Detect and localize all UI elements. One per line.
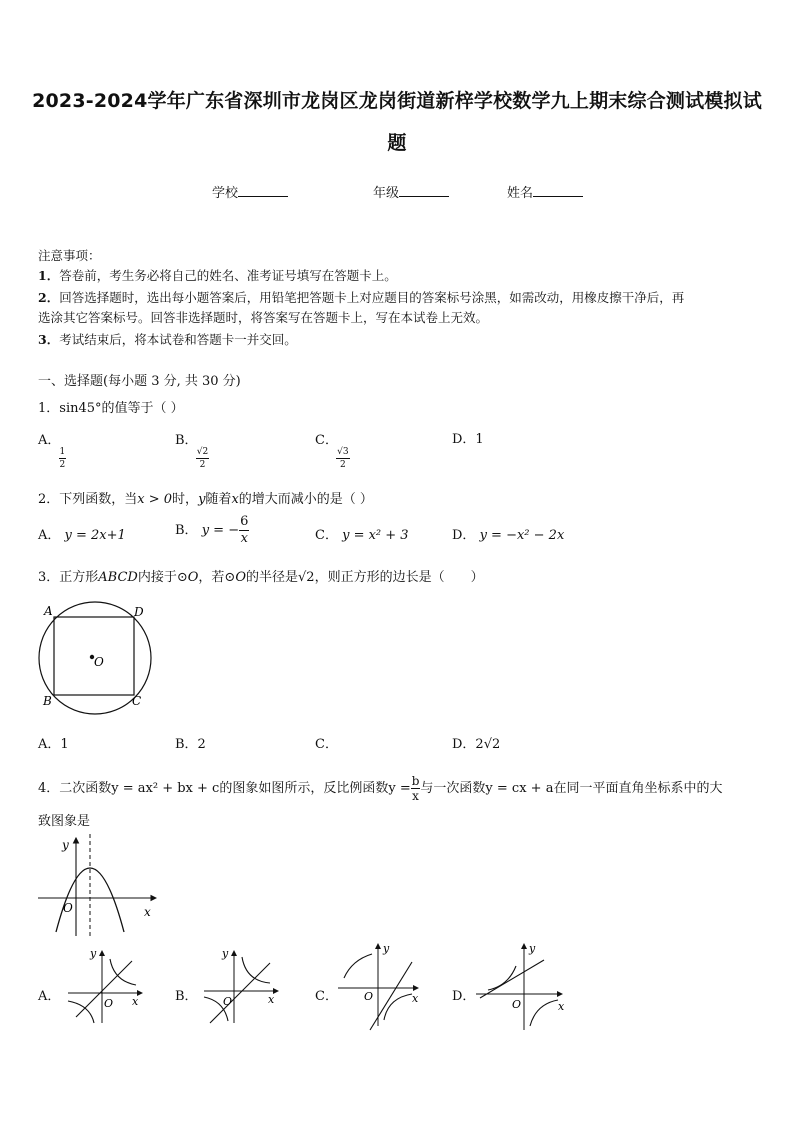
q3-label-b: B	[43, 694, 52, 708]
q4-inv-pre: y =	[388, 781, 411, 796]
note-2-num: 2．	[38, 290, 60, 305]
q2-var-y: y	[198, 492, 206, 507]
q1-option-a-label: A．	[38, 433, 61, 448]
section-heading: 一、选择题(每小题 3 分, 共 30 分)	[38, 374, 241, 389]
q4-parabola-graph	[34, 832, 164, 940]
q2-d-label: D．	[452, 528, 476, 543]
q2-option-a[interactable]	[38, 524, 126, 543]
q3-o2: O	[235, 570, 246, 585]
d-label-o: O	[512, 998, 522, 1011]
q4-option-a[interactable]: A．	[38, 989, 61, 1004]
q2-a-label: A．	[38, 528, 61, 543]
q1-option-c-label: C．	[315, 433, 338, 448]
q4-option-b[interactable]: B．	[175, 989, 198, 1004]
school-blank[interactable]	[238, 184, 288, 197]
q3-stem-post: ，则正方形的边长是（ ）	[314, 570, 484, 585]
page-title: 2023-2024学年广东省深圳市龙岗区龙岗街道新梓学校数学九上期末综合测试模拟试	[32, 90, 762, 112]
notes-heading: 注意事项：	[38, 248, 101, 263]
q4-option-d[interactable]: D．	[452, 989, 476, 1004]
c-label-o: O	[364, 990, 374, 1003]
q2-b-label: B．	[175, 523, 198, 538]
q4-option-b-graph[interactable]	[198, 945, 282, 1025]
b-hyperbola-q1	[242, 957, 270, 983]
note-1-text: 答卷前，考生务必将自己的姓名、准考证号填写在答题卡上。	[59, 268, 397, 283]
q4-option-c[interactable]: C．	[315, 989, 338, 1004]
note-3-text: 考试结束后，将本试卷和答题卡一并交回。	[59, 332, 297, 347]
q3-option-b[interactable]: B．2	[175, 737, 206, 752]
q2-option-d[interactable]	[452, 524, 564, 543]
b-label-x: x	[268, 993, 275, 1006]
q3-radius: √2	[298, 570, 315, 585]
q3-stem-mid2: ，若⊙	[198, 570, 236, 585]
a-label-o: O	[104, 997, 114, 1010]
q3-label-o: O	[94, 655, 104, 669]
school-label: 学校	[212, 186, 239, 201]
q2-b-den: x	[240, 531, 248, 546]
d-label-x: x	[558, 1000, 565, 1013]
q1-c-num: √3	[337, 447, 349, 457]
q4-option-c-graph[interactable]	[336, 940, 426, 1032]
q4-label-x: x	[144, 905, 151, 919]
page-title-line2: 题	[387, 132, 407, 154]
c-label-y: y	[383, 942, 390, 955]
b-label-o: O	[223, 995, 233, 1008]
q3-stem-pre: 3．正方形	[38, 570, 99, 585]
note-2	[38, 288, 684, 306]
q3-o1: O	[187, 570, 199, 585]
grade-field[interactable]	[373, 182, 449, 201]
school-field[interactable]	[212, 182, 288, 201]
q3-label-d: D	[134, 605, 144, 619]
q1-option-a[interactable]	[38, 428, 72, 470]
q4-stem-pre: 4．二次函数	[38, 781, 112, 796]
d-hyperbola-q4	[530, 1000, 558, 1026]
d-label-y: y	[529, 942, 536, 955]
q3-option-c[interactable]: C．	[315, 737, 338, 752]
q1-a-num: 1	[59, 447, 66, 457]
note-2-cont: 选涂其它答案标号。回答非选择题时，将答案写在答题卡上，写在本试卷上无效。	[38, 310, 489, 325]
q2-option-c[interactable]	[315, 524, 409, 543]
d-hyperbola-q2	[488, 966, 516, 990]
q2-d-expr: y = −x² − 2x	[479, 528, 565, 543]
note-2-text-a: 回答选择题时，选出每小题答案后，用铅笔把答题卡上对应题目的答案标号涂黑，如需改动，用橡皮擦干净后，再	[59, 290, 685, 305]
d-line	[480, 960, 544, 998]
q1-option-b[interactable]	[175, 428, 215, 470]
a-hyperbola-q1	[110, 959, 136, 985]
q1-option-b-frac	[196, 446, 209, 471]
q4-label-y: y	[62, 838, 69, 852]
q3-label-a: A	[44, 604, 53, 618]
q1-option-a-frac	[59, 446, 67, 471]
q3-option-a[interactable]: A．1	[38, 737, 69, 752]
q4-stem-post: 在同一平面直角坐标系中的大	[553, 781, 723, 796]
q4-stem-mid2: 与一次函数	[420, 781, 486, 796]
b-label-y: y	[222, 947, 229, 960]
grade-label: 年级	[373, 186, 400, 201]
q2-a-expr: y = 2x+1	[64, 528, 126, 543]
c-hyperbola-q4	[384, 994, 412, 1020]
q4-option-a-graph[interactable]	[62, 945, 146, 1025]
q3-stem-mid3: 的半径是	[246, 570, 299, 585]
name-field[interactable]	[507, 182, 583, 201]
q1-c-den: 2	[339, 460, 346, 470]
q4-option-d-graph[interactable]	[474, 940, 570, 1032]
q2-stem-mid1: 时，	[172, 492, 199, 507]
q4-lin: y = cx + a	[485, 781, 554, 796]
q4-inv-den: x	[412, 789, 419, 803]
a-label-y: y	[90, 947, 97, 960]
q4-inv-frac	[411, 774, 421, 803]
q1-option-c[interactable]	[315, 428, 356, 470]
q3-stem	[38, 566, 484, 585]
q2-c-expr: y = x² + 3	[342, 528, 409, 543]
q1-b-den: 2	[199, 460, 206, 470]
q1-a-den: 2	[59, 460, 66, 470]
q3-circle-square-figure	[36, 600, 156, 716]
q2-c-label: C．	[315, 528, 338, 543]
q2-condition: x > 0	[137, 492, 173, 507]
q3-option-d[interactable]: D．2√2	[452, 737, 501, 752]
q4-stem	[38, 774, 778, 803]
q2-option-b[interactable]	[175, 514, 249, 547]
q2-stem	[38, 488, 373, 507]
q3-stem-mid: 内接于⊙	[137, 570, 188, 585]
note-3	[38, 330, 297, 348]
q1-stem: 1．sin45°的值等于（ ）	[38, 401, 184, 416]
name-label: 姓名	[507, 186, 534, 201]
q1-option-b-label: B．	[175, 433, 198, 448]
q4-quad: y = ax² + bx + c	[111, 781, 220, 796]
q2-stem-post: 的增大而减小的是（ ）	[238, 492, 373, 507]
q4-inv-num: b	[411, 774, 420, 788]
c-hyperbola-q2	[344, 954, 372, 978]
q3-label-c: C	[132, 694, 142, 708]
q1-option-c-frac	[336, 446, 349, 471]
q2-b-pre: y = −	[201, 523, 240, 538]
grade-blank[interactable]	[399, 184, 449, 197]
a-label-x: x	[132, 995, 139, 1008]
q2-b-frac	[239, 514, 249, 547]
q4-label-o: O	[63, 901, 73, 915]
note-1	[38, 266, 397, 284]
q2-stem-mid2: 随着	[205, 492, 232, 507]
name-blank[interactable]	[533, 184, 583, 197]
q3-abcd: ABCD	[98, 570, 138, 585]
note-3-num: 3．	[38, 332, 60, 347]
note-1-num: 1．	[38, 268, 60, 283]
q1-option-d[interactable]: D．1	[452, 432, 484, 447]
q2-b-num: 6	[240, 514, 249, 529]
q2-var-x: x	[231, 492, 239, 507]
q1-b-num: √2	[196, 447, 209, 457]
b-line	[210, 963, 270, 1023]
q2-stem-pre: 2．下列函数，当	[38, 492, 138, 507]
q4-stem-line2: 致图象是	[38, 814, 91, 829]
c-label-x: x	[412, 992, 419, 1005]
q4-stem-mid1: 的图象如图所示，反比例函数	[219, 781, 389, 796]
